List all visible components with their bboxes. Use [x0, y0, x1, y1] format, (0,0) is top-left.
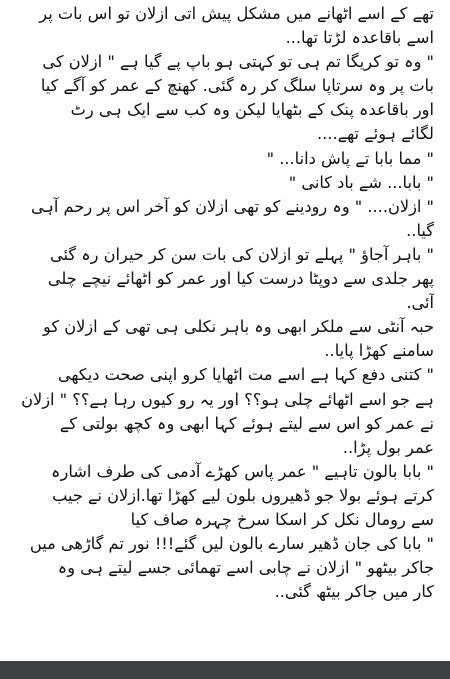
text-line: " بابا بالون تاہیے " عمر پاس کھڑے آدمی کی طرف اشارہ	[51, 461, 434, 481]
text-line: گیا..	[406, 220, 434, 240]
text-line: کرتے ہوئے بولا جو ڈھیروں بلون لیے کھڑا تھا.ازلان نے جیب	[52, 485, 434, 505]
text-line: " ازلان.... " وہ رودینے کو تھی ازلان کو آخر اس پر رحم آہی	[30, 196, 434, 216]
text-line: نے عمر کو اس سے لیتے ہوئے کہا ابھی وہ کچھ بولتی کے	[59, 413, 434, 433]
text-line: سے رومال نکل کر اسکا سرخ چہرہ صاف کیا	[130, 509, 434, 529]
text-line: سامنے کھڑا پایا..	[324, 341, 434, 361]
text-line: اسے باقاعدہ لڑتا تھا...	[285, 28, 434, 48]
text-line: تھے کے اسے اٹھانے میں مشکل پیش اتی ازلان تو اس بات پر	[39, 4, 434, 23]
text-line: " کتنی دفع کہا ہے اسے مت اٹھایا کرو اپنی صحت دیکھی	[57, 365, 434, 385]
text-line: " مما بابا تے پاش دانا... "	[266, 148, 434, 168]
bottom-bar	[0, 661, 450, 679]
text-line: آئی.	[406, 293, 434, 313]
text-line: بات پر وہ سرتاپا سلگ کر رہ گئی. کھنچ کے عمر کو آگے کیا	[40, 76, 434, 96]
text-line: پھر جلدی سے دوپٹا درست کیا اور عمر کو اٹھائے نیچے چلی	[47, 269, 434, 289]
text-line: جاکر بیٹھو " ازلان نے چابی اسے تھمائی جسے لیتے ہی وہ	[57, 558, 434, 578]
text-line: " بابا... شے باد کانی "	[288, 172, 434, 192]
text-line: " وہ تو کریگا تم ہی تو کہتی ہو باپ پے گیا ہے " ازلان کی	[42, 52, 434, 72]
text-line: کار میں جاکر بیٹھ گئی..	[274, 582, 434, 602]
text-line: حبہ آنٹی سے ملکر ابھی وہ باہر نکلی ہی تھی کے ازلان کو	[43, 317, 434, 337]
text-line: " بابا کی جان ڈھیر سارے بالون لیں گئے!!! نور تم گاڑھی میں	[29, 534, 434, 554]
text-line: عمر بول پڑا..	[342, 437, 434, 457]
text-line: لگائے ہوئے تھے....	[317, 124, 434, 144]
text-line: ہے جو اسے اٹھائے چلی ہو؟؟ اور یہ رو کیوں رہا ہے؟؟ " ازلان	[21, 389, 434, 409]
text-line: " باہر آجاؤ " پہلے تو ازلان کی بات سن کر حیران رہ گئی	[49, 244, 434, 264]
text-line: اور باقاعدہ پنک کے بٹھایا لیکن وہ کب سے ایک ہی رٹ	[70, 100, 434, 120]
